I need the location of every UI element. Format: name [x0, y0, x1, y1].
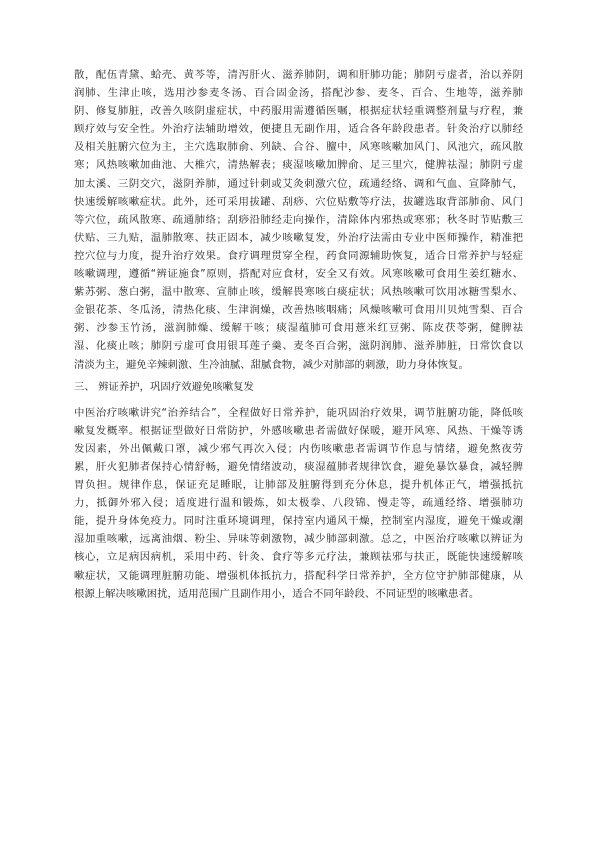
- text-line: 咳嗽调理，遵循“辨证施食”原则，搭配对应食材，安全又有效。风寒咳嗽可食用生姜红糖水、: [74, 268, 523, 281]
- text-line: 金银花茶、冬瓜汤，清热化痰、生津润燥，改善热咳咽痛；风燥咳嗽可食用川贝炖雪梨、百合: [74, 304, 523, 317]
- text-line: 阴、修复肺脏，改善久咳阴虚症状，中药服用需遵循医嘱，根据症状轻重调整剂量与疗程，兼: [74, 105, 523, 118]
- section-heading: 三、 辨证养护，巩固疗效避免咳嗽复发: [74, 380, 254, 393]
- document-body: [74, 66, 523, 603]
- text-line: 等穴位，疏风散寒、疏通肺络；刮痧沿肺经走向操作，清除体内邪热或寒邪；秋冬时节贴敷三: [74, 213, 523, 226]
- text-line: 嗽症状，又能调理脏腑功能、增强机体抵抗力，搭配科学日常养护，全方位守护肺部健康，从: [74, 569, 523, 582]
- text-line: 核心，立足病因病机，采用中药、针灸、食疗等多元疗法，兼顾祛邪与扶正，既能快速缓解咳: [74, 551, 523, 564]
- paragraph-treatment-methods: [74, 66, 523, 374]
- text-line: 控穴位与力度，提升治疗效果。食疗调理贯穿全程，药食同源辅助恢复，适合日常养护与轻症: [74, 249, 523, 262]
- text-line: 伏贴、三九贴，温肺散寒、扶正固本，减少咳嗽复发，外治疗法需由专业中医师操作，精准把: [74, 231, 523, 244]
- text-line: 胃负担。规律作息，保证充足睡眠，让肺部及脏腑得到充分休息，提升机体正气，增强抵抗: [74, 479, 523, 492]
- text-line: 力，抵御外邪入侵；适度进行温和锻炼，如太极拳、八段锦、慢走等，疏通经络、增强肺功: [74, 497, 523, 510]
- text-line: 累，肝火犯肺者保持心情舒畅，避免情绪波动，痰湿蕴肺者规律饮食，避免暴饮暴食，减轻脾: [74, 460, 523, 473]
- text-line: 散，配伍青黛、蛤壳、黄芩等，清泻肝火、滋养肺阴，调和肝肺功能；肺阴亏虚者，治以养阴: [74, 69, 523, 81]
- text-line: 润肺、生津止咳，选用沙参麦冬汤、百合固金汤，搭配沙参、麦冬、百合、生地等，滋养肺: [74, 87, 523, 100]
- text-line: 湿、化痰止咳；肺阴亏虚可食用银耳莲子羹、麦冬百合粥，滋阴润肺、滋养肺脏，日常饮食以: [74, 340, 523, 353]
- text-line: 湿加重咳嗽，远离油烟、粉尘、异味等刺激物，减少肺部刺激。总之，中医治疗咳嗽以辨证为: [74, 533, 523, 546]
- text-line: 根源上解决咳嗽困扰，适用范围广且副作用小，适合不同年龄段、不同证型的咳嗽患者。: [74, 587, 480, 600]
- text-line: 粥、沙参玉竹汤，滋润肺燥、缓解干咳；痰湿蕴肺可食用薏米红豆粥、陈皮茯苓粥，健脾祛: [74, 322, 523, 335]
- text-line: 及相关脏腑穴位为主，主穴选取肺俞、列缺、合谷、膻中，风寒咳嗽加风门、风池穴，疏风散: [74, 141, 523, 154]
- text-line: 中医治疗咳嗽讲究“治养结合”，全程做好日常养护，能巩固治疗效果，调节脏腑功能，降低咳: [74, 406, 523, 419]
- text-line: 能，提升身体免疫力。同时注重环境调理，保持室内通风干燥，控制室内湿度，避免干燥或潮: [74, 515, 523, 528]
- paragraph-daily-care: [74, 404, 523, 603]
- text-line: 加太溪、三阴交穴，滋阴养肺，通过针刺或艾灸刺激穴位，疏通经络、调和气血、宣降肺气，: [74, 177, 523, 190]
- text-line: 嗽复发概率。根据证型做好日常防护，外感咳嗽患者需做好保暖，避开风寒、风热、干燥等诱: [74, 424, 523, 437]
- text-line: 清淡为主，避免辛辣刺激、生冷油腻、甜腻食物，减少对肺部的刺激，助力身体恢复。: [74, 358, 469, 371]
- text-line: 顾疗效与安全性。外治疗法辅助增效，便捷且无副作用，适合各年龄段患者。针灸治疗以肺经: [74, 123, 523, 136]
- text-line: 快速缓解咳嗽症状。此外，还可采用拔罐、刮痧、穴位贴敷等疗法，拔罐选取背部肺俞、风门: [74, 195, 523, 208]
- text-line: 发因素，外出佩戴口罩，减少邪气再次入侵；内伤咳嗽患者需调节作息与情绪，避免熬夜劳: [74, 442, 523, 455]
- text-line: 寒；风热咳嗽加曲池、大椎穴，清热解表；痰湿咳嗽加脾俞、足三里穴，健脾祛湿；肺阴亏虚: [74, 159, 523, 172]
- text-line: 紫苏粥、葱白粥，温中散寒、宣肺止咳，缓解畏寒咳白痰症状；风热咳嗽可饮用冰糖雪梨水、: [74, 286, 523, 299]
